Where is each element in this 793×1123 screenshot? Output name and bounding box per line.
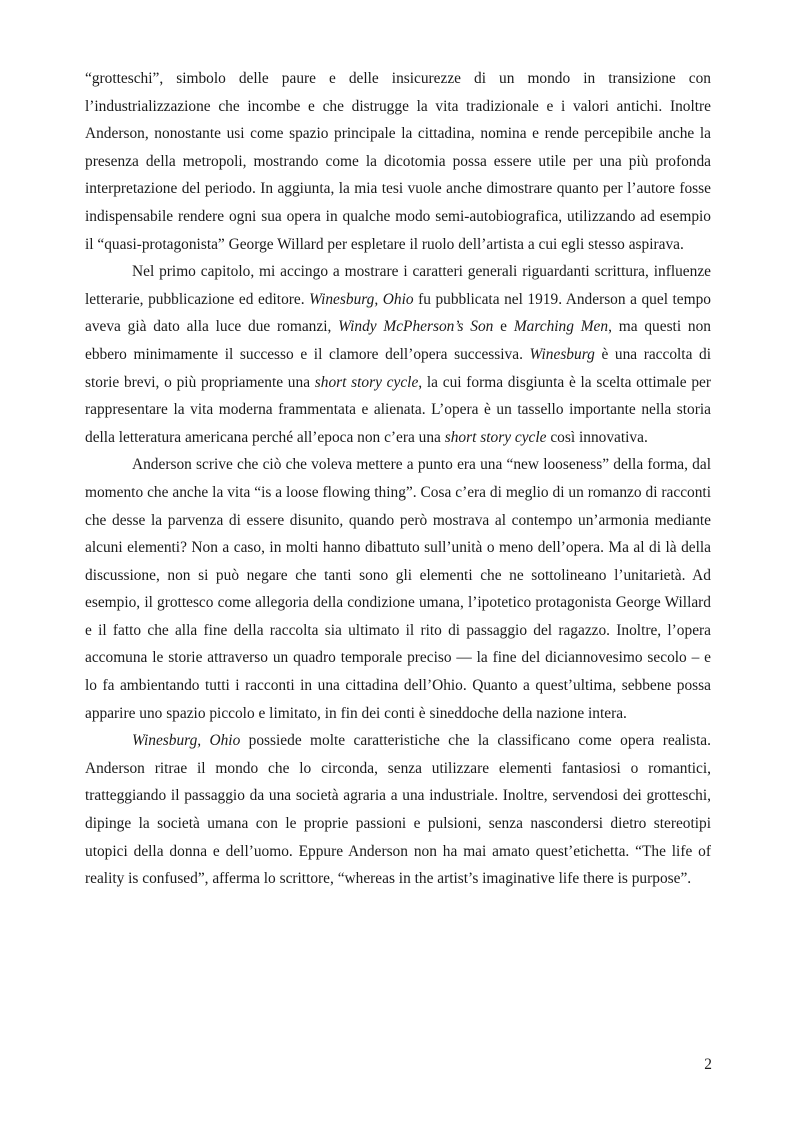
paragraph-text: , ma questi non ebbero minimamente il successo e il clamore dell’opera successiva. xyxy=(85,318,711,363)
paragraph-text: è una raccolta di storie brevi, o più propriamente una xyxy=(85,345,711,391)
paragraph-4 xyxy=(85,727,711,893)
paragraph-3 xyxy=(85,451,711,727)
paragraph-2 xyxy=(85,258,711,451)
paragraph-text: “grotteschi”, simbolo delle paure e delle insicurezze di un mondo in transizione con l’industrializzazione che incombe e che distrugge la vita tradizionale e i valori antichi. Inoltre Anderson, nonostante usi come spazio principale la cittadina, nomina e rende percepibile anche la presenza della metropoli, mostrando come la dicotomia possa essere utile per una più profonda interpretazione del periodo. In aggiunta, la mia tesi vuole anche dimostrare quanto per l’autore fosse indispensabile rendere ogni sua opera in qualche modo semi-autobiografica, utilizzando ad esempio il “quasi-protagonista” George Willard per espletare il ruolo dell’artista a cui egli stesso aspirava. xyxy=(85,70,711,253)
paragraph-1 xyxy=(85,65,711,258)
paragraph-text: possiede molte caratteristiche che la classificano come opera realista. Anderson ritrae il mondo che lo circonda, senza utilizzare elementi fantasiosi o romantici, tratteggiando il passaggio da una società agraria a una industriale. Inoltre, servendosi dei grotteschi, dipinge la società umana con le proprie passioni e pulsioni, senza nascondersi dietro stereotipi utopici della donna e dell’uomo. Eppure Anderson non ha mai amato quest’etichetta. “The life of reality is confused”, afferma lo scrittore, “whereas in the artist’s imaginative life there is purpose”. xyxy=(85,732,711,888)
paragraph-text: così innovativa. xyxy=(546,428,648,446)
italic-title-text: short story cycle xyxy=(314,373,419,391)
paragraph-text: Anderson scrive che ciò che voleva mettere a punto era una “new looseness” della forma, dal momento che anche la vita “is a loose flowing thing”. Cosa c’era di meglio di un romanzo di racconti che desse la parvenza di essere disunito, quando però mostrava al contempo un’armonia mediante alcuni elementi? Non a caso, in molti hanno dibattuto sull’unità o meno dell’opera. Ma al di là della discussione, non si può negare che tanti sono gli elementi che ne sottolineano l’unitarietà. Ad esempio, il grottesco come allegoria della condizione umana, l’ipotetico protagonista George Willard e il fatto che alla fine della raccolta sia ultimato il rito di passaggio del ragazzo. Inoltre, l’opera accomuna le storie attraverso un quadro temporale preciso — la fine del diciannovesimo secolo – e lo fa ambientando tutti i racconti in una cittadina dell’Ohio. Quanto a quest’ultima, sebbene possa apparire uno spazio piccolo e limitato, in fin dei conti è sineddoche della nazione intera. xyxy=(85,456,711,722)
page-number: 2 xyxy=(704,1056,712,1073)
italic-title-text: Winesburg, Ohio xyxy=(309,290,414,308)
document-page xyxy=(85,65,711,893)
italic-title-text: Winesburg, Ohio xyxy=(132,732,241,750)
italic-title-text: Marching Men xyxy=(513,318,609,336)
paragraph-text: fu pubblicata nel 1919. Anderson a quel tempo aveva già dato alla luce due romanzi, xyxy=(85,290,711,336)
italic-title-text: Winesburg xyxy=(529,345,595,363)
paragraph-text: e xyxy=(493,318,514,336)
italic-title-text: Windy McPherson’s Son xyxy=(338,318,494,336)
italic-title-text: short story cycle xyxy=(444,428,547,446)
paragraph-text: , la cui forma disgiunta è la scelta ottimale per rappresentare la vita moderna frammentata e alienata. L’opera è un tassello importante nella storia della letteratura americana perché all’epoca non c’era una xyxy=(85,373,711,446)
paragraph-text: Nel primo capitolo, mi accingo a mostrare i caratteri generali riguardanti scrittura, influenze letterarie, pubblicazione ed editore. xyxy=(85,263,711,308)
